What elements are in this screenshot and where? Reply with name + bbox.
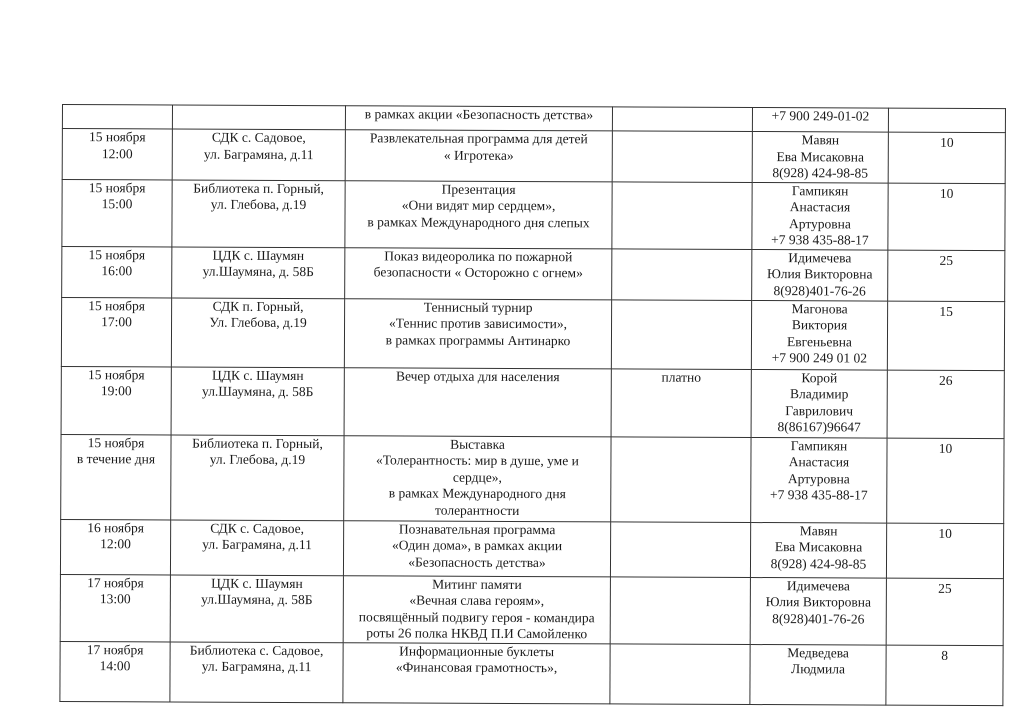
cell-event: в рамках акции «Безопасность детства» — [345, 106, 612, 131]
cell-count: 25 — [886, 578, 1003, 646]
cell-count — [888, 108, 1005, 133]
cell-contact: Магонова Виктория Евгеньевна +7 900 249 01 02 — [751, 300, 887, 370]
cell-count: 10 — [888, 183, 1005, 251]
cell-contact: Мавян Ева Мисаковна 8(928) 424-98-85 — [750, 522, 886, 578]
cell-place: ЦДК с. Шаумян ул.Шаумяна, д. 58Б — [172, 246, 345, 298]
cell-payment — [612, 181, 752, 249]
cell-event: Теннисный турнир «Теннис против зависимости», в рамках программы Антинарко — [344, 298, 611, 368]
cell-event: Развлекательная программа для детей « Игротека» — [345, 130, 612, 182]
cell-place: СДК с. Садовое, ул. Баграмяна, д.11 — [170, 519, 343, 575]
cell-payment — [612, 248, 752, 300]
table-row — [61, 297, 1004, 370]
cell-event: Показ видеоролика по пожарной безопасности « Осторожно с огнем» — [345, 247, 612, 299]
cell-count: 25 — [888, 250, 1005, 302]
table-row — [62, 179, 1005, 250]
cell-payment — [610, 521, 750, 577]
cell-event: Выставка «Толерантность: мир в душе, уме и сердце», в рамках Международного дня толерантности — [344, 435, 611, 521]
cell-contact: Мавян Ева Мисаковна 8(928) 424-98-85 — [752, 132, 888, 183]
cell-place: Библиотека п. Горный, ул. Глебова, д.19 — [171, 434, 344, 520]
cell-contact: +7 900 249-01-02 — [752, 108, 888, 133]
cell-contact: Медведева Людмила — [750, 644, 886, 705]
cell-count: 15 — [887, 301, 1004, 371]
cell-contact: Гампикян Анастасия Артуровна +7 938 435-88-17 — [752, 182, 888, 250]
cell-date: 15 ноября 19:00 — [61, 366, 171, 434]
table-row — [62, 129, 1005, 184]
cell-contact: Гампикян Анастасия Артуровна +7 938 435-88-17 — [751, 437, 887, 523]
cell-place — [172, 105, 345, 130]
cell-date — [62, 105, 172, 129]
cell-date: 16 ноября 12:00 — [60, 519, 170, 574]
cell-contact: Корой Владимир Гаврилович 8(86167)96647 — [751, 369, 887, 438]
table-row — [62, 246, 1005, 301]
cell-payment — [611, 299, 751, 369]
cell-date: 15 ноября 17:00 — [61, 297, 171, 366]
table-row — [60, 574, 1003, 645]
table-row — [60, 519, 1003, 578]
cell-place: СДК с. Садовое, ул. Баграмяна, д.11 — [172, 129, 345, 180]
cell-payment: платно — [611, 368, 751, 437]
cell-place: ЦДК с. Шаумян ул.Шаумяна, д. 58Б — [171, 366, 344, 435]
cell-contact: Идимечева Юлия Викторовна 8(928)401-76-26 — [750, 577, 886, 645]
cell-payment — [610, 576, 750, 644]
cell-place: ЦДК с. Шаумян ул.Шаумяна, д. 58Б — [170, 574, 343, 642]
table-row — [61, 366, 1004, 438]
cell-count: 10 — [888, 132, 1005, 183]
table-row — [61, 434, 1004, 523]
cell-place: Библиотека п. Горный, ул. Глебова, д.19 — [172, 179, 345, 247]
cell-date: 15 ноября в течение дня — [61, 434, 171, 519]
cell-place: СДК п. Горный, Ул. Глебова, д.19 — [171, 297, 344, 367]
cell-event: Митинг памяти «Вечная слава героям», посвящённый подвигу героя - командира роты 26 полка НКВД П.И Самойленко — [343, 575, 610, 643]
cell-payment — [611, 436, 751, 522]
cell-date: 15 ноября 12:00 — [62, 129, 172, 180]
table-row — [60, 641, 1003, 705]
cell-contact: Идимечева Юлия Викторовна 8(928)401-76-26 — [752, 249, 888, 301]
cell-date: 17 ноября 13:00 — [60, 574, 170, 641]
cell-count: 26 — [887, 370, 1004, 439]
cell-count: 10 — [887, 438, 1004, 524]
cell-date: 15 ноября 15:00 — [62, 179, 172, 246]
events-table — [59, 104, 1006, 706]
cell-event: Вечер отдыха для населения — [344, 367, 611, 436]
cell-event: Познавательная программа «Один дома», в рамках акции «Безопасность детства» — [343, 520, 610, 576]
cell-payment — [612, 107, 752, 132]
cell-date: 17 ноября 14:00 — [60, 641, 170, 701]
cell-event: Информационные буклеты «Финансовая грамотность», — [343, 642, 610, 703]
cell-event: Презентация «Они видят мир сердцем», в рамках Международного дня слепых — [345, 180, 612, 248]
cell-date: 15 ноября 16:00 — [62, 246, 172, 297]
cell-count: 8 — [886, 645, 1003, 706]
cell-place: Библиотека с. Садовое, ул. Баграмяна, д.11 — [170, 641, 343, 702]
cell-payment — [612, 131, 752, 182]
cell-payment — [610, 643, 750, 704]
cell-count: 10 — [886, 523, 1003, 579]
